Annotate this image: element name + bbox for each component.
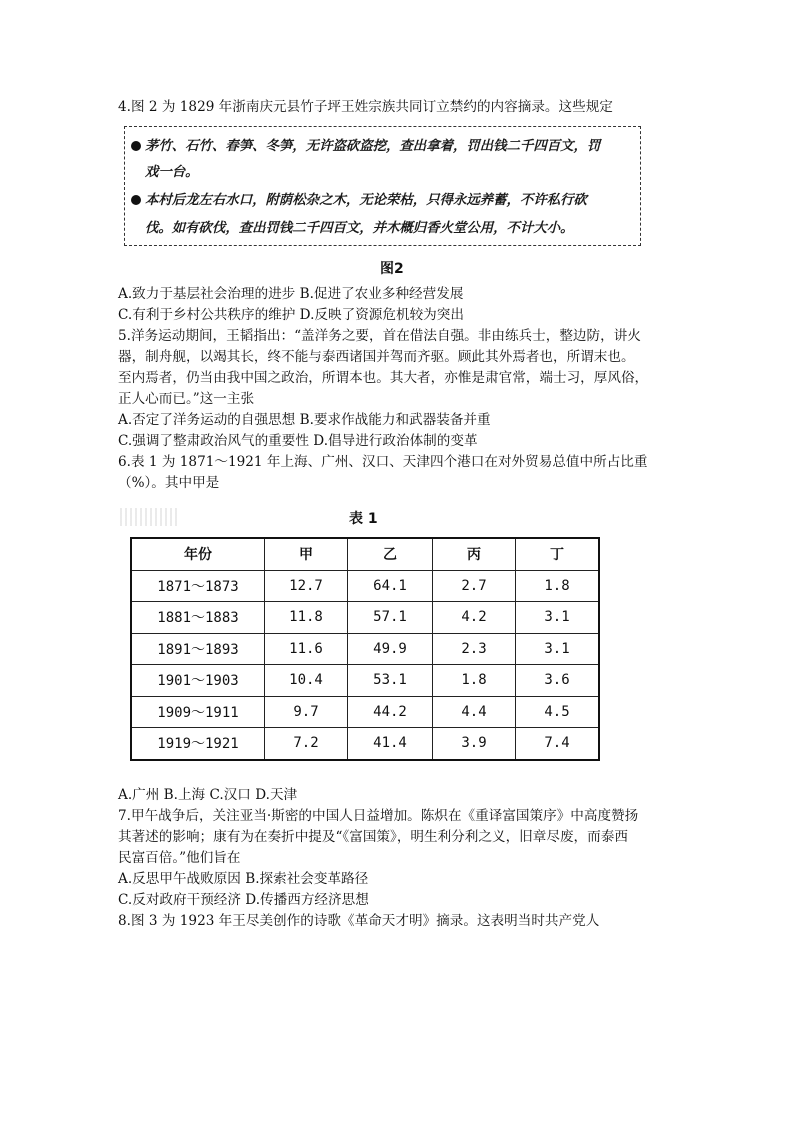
table-cell: 1.8 (516, 570, 600, 602)
bullet-icon (131, 141, 141, 151)
table-row (131, 665, 599, 697)
table-cell: 11.8 (265, 602, 348, 634)
table-cell: 53.1 (348, 665, 433, 697)
trade-share-table (130, 537, 600, 761)
table-cell: 1909～1911 (131, 696, 265, 728)
table-cell: 64.1 (348, 570, 433, 602)
table-header-row (131, 538, 599, 570)
q5-line-2: 器，制舟舰，以竭其长，终不能与泰西诸国并驾而齐驱。顾此其外焉者也，所谓末也。 (118, 349, 635, 365)
q4-options-ab: A.致力于基层社会治理的进步 B.促进了农业多种经营发展 (118, 286, 464, 302)
table-cell: 41.4 (348, 728, 433, 760)
header-year: 年份 (131, 538, 265, 570)
q4-rule1-line2: 戏一台。 (145, 164, 199, 180)
table-cell: 2.7 (433, 570, 516, 602)
table-caption: 表 1 (349, 511, 378, 527)
table-cell: 3.6 (516, 665, 600, 697)
q6-line-2: （%）。其中甲是 (118, 475, 220, 491)
q4-rule1-line1: 茅竹、石竹、春笋、冬笋，无许盗砍盗挖，查出拿着，罚出钱二千四百文，罚 (131, 135, 600, 154)
table-cell: 4.4 (433, 696, 516, 728)
table-cell: 1891～1893 (131, 633, 265, 665)
table-cell: 1901～1903 (131, 665, 265, 697)
table-row (131, 602, 599, 634)
q7-line-2: 其著述的影响；康有为在奏折中提及“《富国策》，明生利分利之义，旧章尽废，而泰西 (118, 829, 628, 845)
q4-rule2-line2: 伐。如有砍伐，查出罚钱二千四百文，并木概归香火堂公用，不计大小。 (145, 220, 574, 236)
table-cell: 1.8 (433, 665, 516, 697)
table-cell: 3.1 (516, 633, 600, 665)
q7-line-3: 民富百倍。”他们旨在 (118, 850, 241, 866)
q5-line-1: 5.洋务运动期间，王韬指出：“盖洋务之要，首在借法自强。非由练兵士，整边防，讲火 (118, 328, 641, 344)
table-cell: 3.9 (433, 728, 516, 760)
bullet-icon (131, 195, 141, 205)
table-cell: 3.1 (516, 602, 600, 634)
table-cell: 49.9 (348, 633, 433, 665)
table-cell: 7.2 (265, 728, 348, 760)
table-cell: 10.4 (265, 665, 348, 697)
q5-options-ab: A.否定了洋务运动的自强思想 B.要求作战能力和武器装备并重 (118, 412, 491, 428)
q7-options-cd: C.反对政府干预经济 D.传播西方经济思想 (118, 892, 369, 908)
table-cell: 7.4 (516, 728, 600, 760)
q5-options-cd: C.强调了整肃政治风气的重要性 D.倡导进行政治体制的变革 (118, 433, 478, 449)
table-row (131, 633, 599, 665)
q6-options: A.广州 B.上海 C.汉口 D.天津 (118, 787, 298, 803)
header-bing: 丙 (433, 538, 516, 570)
table-cell: 12.7 (265, 570, 348, 602)
q5-line-4: 正人心而已。”这一主张 (118, 391, 255, 407)
table-row (131, 728, 599, 760)
table-cell: 9.7 (265, 696, 348, 728)
q4-notice-box (124, 126, 641, 246)
q5-line-3: 至内焉者，仍当由我中国之政治，所谓本也。其大者，亦惟是肃官常，端士习，厚风俗， (118, 370, 649, 386)
figure-caption: 图2 (380, 261, 404, 277)
table-cell: 4.5 (516, 696, 600, 728)
table-cell: 1881～1883 (131, 602, 265, 634)
q6-line-1: 6.表 1 为 1871～1921 年上海、广州、汉口、天津四个港口在对外贸易总值中所占比重 (118, 454, 648, 470)
table-cell: 1919～1921 (131, 728, 265, 760)
q4-options-cd: C.有利于乡村公共秩序的维护 D.反映了资源危机较为突出 (118, 307, 464, 323)
table-row (131, 696, 599, 728)
table-cell: 4.2 (433, 602, 516, 634)
table-cell: 11.6 (265, 633, 348, 665)
table-row (131, 570, 599, 602)
header-yi: 乙 (348, 538, 433, 570)
table-cell: 57.1 (348, 602, 433, 634)
header-ding: 丁 (516, 538, 600, 570)
table-cell: 44.2 (348, 696, 433, 728)
table-cell: 1871～1873 (131, 570, 265, 602)
q8-line-1: 8.图 3 为 1923 年王尽美创作的诗歌《革命天才明》摘录。这表明当时共产党人 (118, 913, 600, 929)
scan-smudge (120, 508, 180, 526)
table-cell: 2.3 (433, 633, 516, 665)
q4-rule2-line1: 本村后龙左右水口，附荫松杂之木，无论荣枯，只得永远养蓄，不许私行砍 (131, 189, 587, 208)
header-jia: 甲 (265, 538, 348, 570)
q7-line-1: 7.甲午战争后，关注亚当·斯密的中国人日益增加。陈炽在《重译富国策序》中高度赞扬 (118, 808, 639, 824)
q4-stem: 4.图 2 为 1829 年浙南庆元县竹子坪王姓宗族共同订立禁约的内容摘录。这些规定 (118, 99, 613, 115)
q7-options-ab: A.反思甲午战败原因 B.探索社会变革路径 (118, 871, 369, 887)
